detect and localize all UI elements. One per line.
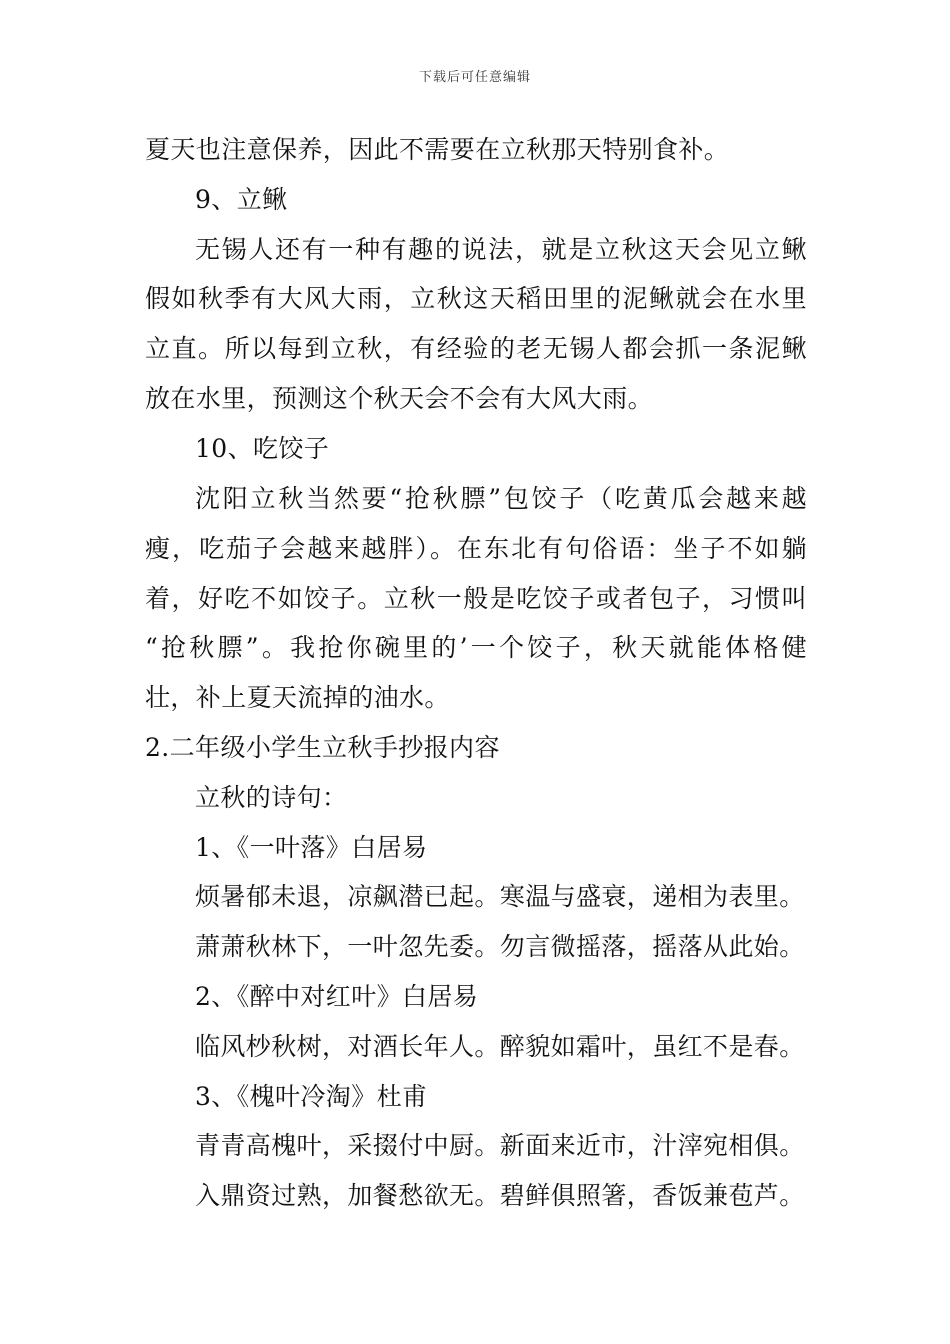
text-line: 放在水里，预测这个秋天会不会有大风大雨。 (145, 384, 654, 413)
section-title: 2.二年级小学生立秋手抄报内容 (145, 733, 500, 762)
poem-line: 临风杪秋树，对酒长年人。醉貌如霜叶，虽红不是春。 (195, 1032, 805, 1061)
subheading: 立秋的诗句： (195, 783, 348, 812)
page-header: 下载后可任意编辑 (418, 70, 531, 85)
text-line: 沈阳立秋当然要“抢秋膘”包饺子（吃黄瓜会越来越 (195, 484, 807, 513)
poem-line: 入鼎资过熟，加餐愁欲无。碧鲜俱照箸，香饭兼苞芦。 (195, 1181, 805, 1210)
text-line: 假如秋季有大风大雨，立秋这天稻田里的泥鳅就会在水里 (145, 284, 807, 313)
section-heading: 10、吃饺子 (195, 434, 330, 463)
poem-title: 2、《醉中对红叶》白居易 (195, 982, 479, 1011)
poem-title: 3、《槐叶冷淘》杜甫 (195, 1082, 428, 1111)
text-line: 壮，补上夏天流掉的油水。 (145, 683, 450, 712)
text-line: 无锡人还有一种有趣的说法，就是立秋这天会见立鳅 (195, 235, 807, 264)
poem-line: 萧萧秋林下，一叶忽先委。勿言微摇落，摇落从此始。 (195, 932, 805, 961)
text-line: 瘦，吃茄子会越来越胖）。在东北有句俗语：坐子不如躺 (145, 534, 807, 563)
poem-line: 烦暑郁未退，凉飙潜已起。寒温与盛衰，递相为表里。 (195, 882, 805, 911)
text-line: 着，好吃不如饺子。立秋一般是吃饺子或者包子，习惯叫 (145, 584, 807, 613)
poem-title: 1、《一叶落》白居易 (195, 833, 428, 862)
poem-line: 青青高槐叶，采掇付中厨。新面来近市，汁滓宛相俱。 (195, 1131, 805, 1160)
section-heading: 9、立鳅 (195, 185, 288, 214)
text-line: 立直。所以每到立秋，有经验的老无锡人都会抓一条泥鳅 (145, 334, 807, 363)
text-line: “抢秋膘”。我抢你碗里的’一个饺子，秋天就能体格健 (145, 633, 807, 662)
text-line: 夏天也注意保养，因此不需要在立秋那天特别食补。 (145, 135, 730, 164)
